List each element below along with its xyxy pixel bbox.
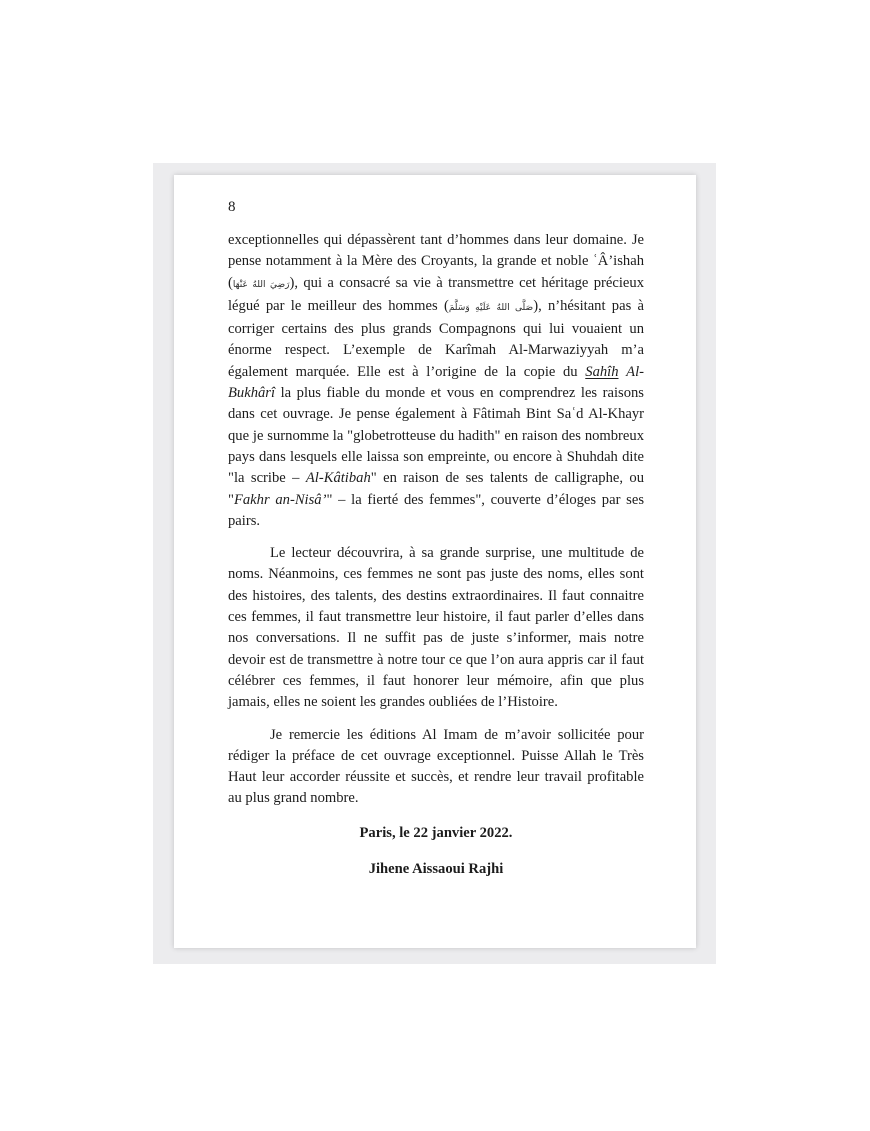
text-run: " en raison de ses talents de calligraphe, ou " xyxy=(228,470,644,508)
page-number: 8 xyxy=(228,199,236,215)
person-name: ʿÂ’ishah xyxy=(592,253,644,270)
text-run: exceptionnelles qui dépassèrent tant d’hommes dans leur domaine. Je pense notamment à la Mère des Croyants, la grande et noble xyxy=(228,232,644,270)
book-page xyxy=(174,175,696,948)
nickname-fakhr: Fakhr an-Nisâ’ xyxy=(233,491,327,508)
paragraph-2: Le lecteur découvrira, à sa grande surprise, une multitude de noms. Néanmoins, ces femmes ne sont pas juste des noms, elles sont des histoires, des talents, des destins extraordinaires. Il faut connaitre ces femmes, il faut transmettre leur histoire, il faut parler d’elles dans nos conversations. Il ne suffit pas de juste s’informer, mais notre devoir est de transmettre à notre tour ce que l’on aura appris car il faut célébrer ces femmes, il faut honorer leur mémoire, afin que plus jamais, elles ne soient les grandes oubliées de l’Histoire. xyxy=(228,545,644,711)
text-run: la plus fiable du monde et vous en comprendrez les raisons dans cet ouvrage. Je pense également à Fâtimah Bint Saʿd Al-Khayr que je surnomme la "globetrotteuse du hadith" en raison des nombreux pays dans lesquels elle laissa son empreinte, ou encore à Shuhdah dite "la scribe – xyxy=(228,385,644,487)
honorific-calligraphy-icon: صَلَّى اللهُ عَلَيْهِ وَسَلَّمَ xyxy=(448,302,534,313)
nickname-katibah: Al-Kâtibah xyxy=(305,470,371,487)
place-and-date: Paris, le 22 janvier 2022. xyxy=(359,824,513,841)
paragraph-3: Je remercie les éditions Al Imam de m’avoir sollicitée pour rédiger la préface de cet ouvrage exceptionnel. Puisse Allah le Très Haut leur accorder réussite et succès, et rendre leur travail profitable au plus grand nombre. xyxy=(228,726,644,807)
text-run: , qui a consacré sa vie à transmettre cet héritage précieux légué par le meilleur des hommes xyxy=(228,274,644,314)
page-content xyxy=(228,197,644,880)
book-title-bukhari: Al-Bukhârî xyxy=(228,363,645,402)
text-run: " – la fierté des femmes", couverte d’éloges par ses pairs. xyxy=(228,491,644,529)
text-run: , n’hésitant pas à corriger certains des plus grands Compagnons qui lui vouaient un énorme respect. L’exemple de Karîmah Al-Marwaziyyah m’a également marquée. Elle est à l’origine de la copie du xyxy=(228,297,645,380)
book-title-sahih: Sahîh xyxy=(585,363,619,380)
author-signature: Jihene Aissaoui Rajhi xyxy=(368,861,504,878)
honorific-calligraphy-icon: رَضِيَ اللهُ عَنْهَا xyxy=(232,279,290,290)
paragraph-1: exceptionnelles qui dépassèrent tant d’hommes dans leur domaine. Je pense notamment à la Mère des Croyants, la grande et noble ʿÂ’ishah (رَضِيَ اللهُ عَنْهَا), qui a consacré sa vie à transmettre cet héritage précieux légué par le meilleur des hommes (صَلَّى اللهُ عَلَيْهِ وَسَلَّمَ), n’hésitant pas à corriger certains des plus grands Compagnons qui lui vouaient un énorme respect. L’exemple de Karîmah Al-Marwaziyyah m’a également marquée. Elle est à l’origine de la copie du Sahîh Al-Bukhârî la plus fiable du monde et vous en comprendrez les raisons dans cet ouvrage. Je pense également à Fâtimah Bint Saʿd Al-Khayr que je surnomme la "globetrotteuse du hadith" en raison des nombreux pays dans lesquels elle laissa son empreinte, ou encore à Shuhdah dite "la scribe – Al-Kâtibah" en raison de ses talents de calligraphe, ou "Fakhr an-Nisâ’" – la fierté des femmes", couverte d’éloges par ses pairs. xyxy=(228,232,645,529)
